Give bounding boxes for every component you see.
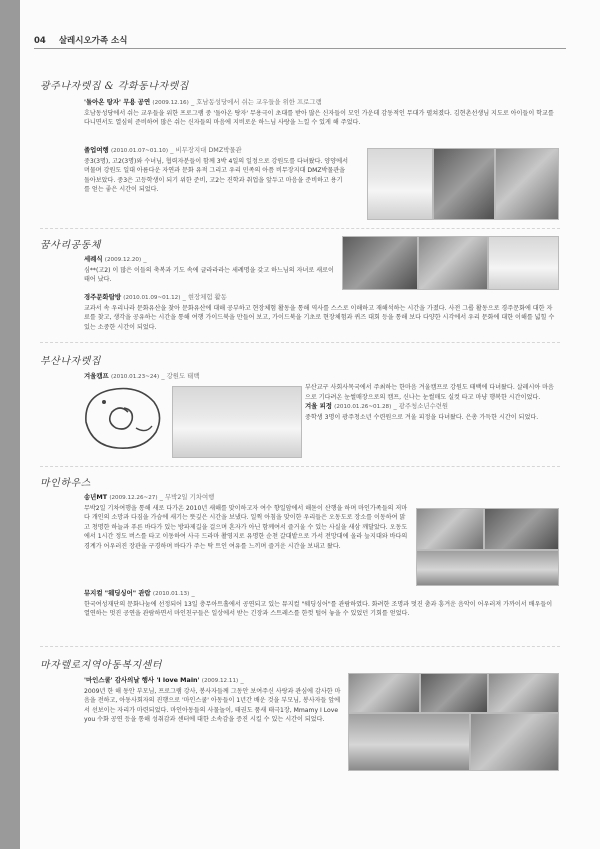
section-body-mainhouse-a (84, 493, 410, 552)
item-text: 무박2일 기차여행을 통해 새로 다가온 2010년 새해를 맞이하고자 여수 향일암에서 해돋이 산행을 하며 마인가족들의 저마다 개인의 소망과 다짐을 가슴에 새기는 뜻깊은 시간을 보냈다. 일찍 아침을 맞이한 우리들은 오동도로 장소를 이동하여 맑고 청명한 하늘과 푸른 바다가 있는 방파제길을 걸으며 혼자가 아닌 함께여서 즐거울 수 있는 사실을 새삼 깨달았다. 오동도에서 1시간 정도 버스를 타고 이동하여 사극 드라마 촬영지로 유명한 순천 갈대밭으로 가서 전망대에 올라 늪지대와 바다의 경계가 어우러진 장관을 구경하며 바다가 주는 탁 트인 여유를 느끼며 즐거운 시간을 보내고 왔다. (84, 504, 408, 550)
photo-graduation-trip-2 (433, 148, 495, 220)
photo-main-school-1 (348, 673, 420, 713)
item-text: 중학생 3명이 광주청소년 수련원으로 겨울 피정을 다녀왔다. 은총 가득한 시간이 되었다. (305, 413, 539, 421)
section-title-mainhouse: 마인하우스 (40, 478, 91, 489)
item-heading: 경주문화탐방 (2010.01.09~01.12) _ 현장체험 활동 (84, 293, 227, 301)
section-divider (40, 466, 560, 467)
section-body-mazzarello (84, 676, 342, 725)
nazareth-house-logo (80, 382, 166, 454)
item-text: 교과서 속 우리나라 문화유산을 찾아 문화유산에 대해 공부하고 현장체험 활동을 통해 역사를 스스로 이해하고 재해석하는 시간을 가졌다. 사전 그룹 활동으로 경주문화에 대한 자료를 찾고, 생각을 공유하는 시간을 통해 여행 가이드북을 만들어 보고, 가이드북을 기초로 현장체험과 퀴즈 대회 등을 통해 보다 다양한 시각에서 우리 문화에 대한 이해를 넓힐 수 있는 소중한 시간이 되었다. (84, 304, 555, 331)
item-heading: 뮤지컬 "웨딩싱어" 관람 (2010.01.13) _ (84, 589, 195, 597)
section-title-mazzarello: 마자렐로지역아동복지센터 (40, 660, 162, 671)
item-heading: '마인스쿨' 감사의날 행사 'I love Main' (2009.12.11) _ (84, 676, 244, 684)
page-header (34, 34, 127, 46)
photo-year-end-mt-3 (416, 550, 559, 586)
section-body-kkumsari-b (84, 293, 556, 332)
page-header-title: 살레시오가족 소식 (58, 36, 128, 46)
item-text: 2009년 한 해 동안 부모님, 프로그램 강사, 봉사자들께 그동안 보여주신 사랑과 관심에 감사한 마음을 전하고, 아동사회자의 진행으로 '마인스쿨' 아동들이 1년간 배운 것을 부모님, 봉사자들 앞에서 선보이는 자리가 마련되었다. 마인아동들의 사물놀이, 태권도 품새 태극1장, Mmamy I Love you 수화 공연 등을 통해 성취감과 센터에 대한 소속감을 증진 시킬 수 있는 시간이 되었다. (84, 687, 341, 724)
photo-winter-camp (172, 386, 302, 458)
photo-main-school-5 (470, 713, 559, 771)
photo-gyeongju-1 (418, 236, 488, 290)
photo-year-end-mt-1 (416, 508, 484, 550)
header-rule (34, 48, 566, 49)
item-text: 심**(고2) 이 많은 이들의 축복과 기도 속에 글라라라는 세례명을 갖고 하느님의 자녀로 새로이 태어 났다. (84, 266, 334, 284)
photo-main-school-3 (488, 673, 559, 713)
photo-graduation-trip-1 (367, 148, 433, 220)
item-heading: 송년MT (2009.12.26~27) _ 무박2일 기차여행 (84, 493, 215, 501)
photo-gyeongju-2 (488, 236, 559, 290)
section-divider (40, 228, 560, 229)
photo-main-school-4 (348, 713, 470, 771)
page-edge-bar (0, 0, 20, 849)
photo-baptism (342, 236, 418, 290)
section-body-kkumsari-a (84, 255, 334, 285)
section-title-kkumsari: 꿈사리공동체 (40, 240, 101, 251)
section-title-busan: 부산나자렛집 (40, 356, 101, 367)
item-heading: 겨울캠프 (2010.01.23~24) _ 강원도 태백 (84, 372, 200, 380)
section-body-busan-head (84, 372, 304, 383)
photo-graduation-trip-3 (495, 148, 559, 220)
page-number: 04 (34, 36, 46, 46)
section-title-gwangju: 광주나자렛집 & 각화동나자렛집 (40, 81, 189, 92)
section-body-mainhouse-b (84, 589, 556, 619)
item-text: 부산교구 사회사목국에서 주최하는 한마음 겨울캠프로 강원도 태백에 다녀왔다. 살레시아 마음으로 기다려온 눈썰매장으로의 캠프, 신나는 눈썰매도 실컷 타고 마냥 행복한 시간이었다. (305, 384, 554, 401)
photo-main-school-2 (420, 673, 488, 713)
item-heading: 겨울 피정 (2010.01.26~01.28) _ 광주청소년수련원 (305, 402, 449, 411)
item-heading: 세례식 (2009.12.20) _ (84, 255, 147, 263)
section-body-gwangju-a (84, 98, 556, 128)
section-body-busan (305, 383, 556, 422)
section-divider (40, 646, 560, 647)
item-text: 한국여성재단의 문화나눔에 선정되어 13일 충무아트홀에서 공연되고 있는 뮤지컬 "웨딩싱어"를 관람하였다. 화려한 조명과 멋진 춤과 흥겨운 음악이 어우러져 가까이서 배우들이 열연하는 멋진 공연을 관람하면서 마인친구들은 일상에서 받는 긴장과 스트레스를 한껏 털어 놓을 수 있었던 기회를 얻었다. (84, 600, 553, 618)
item-heading: '돌아온 탕자' 무용 공연 (2009.12.16) _ 호남동성당에서 쉬는 교우들을 위한 프로그램 (84, 98, 322, 106)
photo-year-end-mt-2 (484, 508, 559, 550)
item-text: 중3(3명), 고2(3명)와 수녀님, 협력자분들이 함께 3박 4일의 일정으로 강원도를 다녀왔다. 양양에서 머물며 강원도 일대 아름다운 자연과 문화 유적 그리고 우리 민족의 아픔 비무장지대 DMZ박물관을 돌아보았다. 중3은 고등학생이 되기 위한 준비, 고2는 진학과 취업을 앞두고 마음을 준비하고 용기를 얻는 좋은 시간이 되었다. (84, 157, 348, 194)
section-body-gwangju-b (84, 146, 348, 195)
item-text: 호남동성당에서 쉬는 교우들을 위한 프로그램 중 '돌아온 탕자' 무용극이 초대를 받아 많은 신자들이 모인 가운데 감동적인 무대가 펼쳐졌다. 김현촌선생님 지도로 아이들이 학교를 다니면서도 열심히 준비하여 많은 쉬는 신자들의 마음에 지비로운 하느님 사랑을 느낄 수 있게 해 주었다. (84, 109, 554, 127)
section-divider (40, 342, 560, 343)
item-heading: 졸업여행 (2010.01.07~01.10) _ 비무장지대 DMZ박물관 (84, 146, 242, 154)
